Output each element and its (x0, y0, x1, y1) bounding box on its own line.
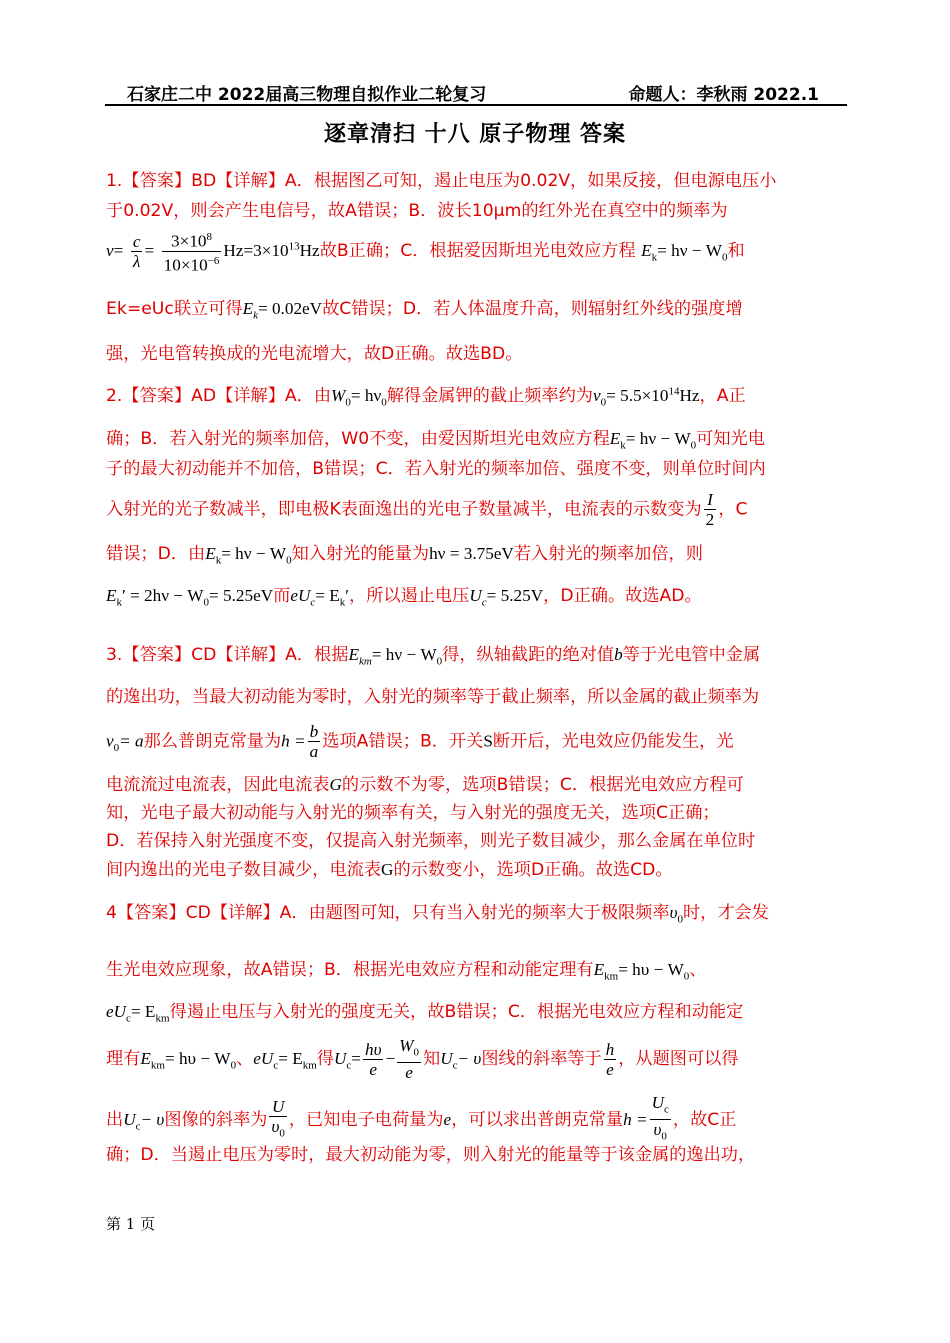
q3-line-4: 电流流过电流表，因此电流表G的示数不为零，选项B错误；C．根据光电效应方程可 (106, 775, 744, 795)
q1-line-4: Ek=eUc联立可得$E_k= 0.02eV$故C错误；D．若人体温度升高，则辐射红外线的强度增 (106, 299, 743, 322)
q1-line-1: 1.【答案】BD【详解】A．根据图乙可知，遏止电压为0.02V，如果反接，但电源电压小 (106, 171, 777, 191)
q4-line-3: $eU_c= E_{km}$得遏止电压与入射光的强度无关，故B错误；C．根据光电效应方程和动能定 (106, 1002, 744, 1025)
header-right: 命题人：李秋雨 2022.1 (628, 85, 819, 105)
page-header (105, 78, 847, 106)
q2-line-5: 错误；D．由$E_k= h\nu - W_0$知入射光的能量为hν = 3.75eV若入射光的频率加倍，则 (106, 544, 703, 567)
q2-line-6: $E_k' = 2h\nu - W_0= 5.25eV$而$eU_c= E_k'$，所以遏止电压$U_c= 5.25V$，D正确。故选AD。 (106, 586, 702, 609)
q1-line-3: ν= $\frac{c}{\lambda}$ = $\frac{3\times 10^8}{10\times 10^{-6}}$ $Hz=3\times 10^{13}Hz$故B正确；C．根据爱因斯坦光电效应方程 $E_k= h\nu - W_0$和 (106, 228, 745, 274)
q3-line-5: 知，光电子最大初动能与入射光的频率有关，与入射光的强度无关，选项C正确； (106, 803, 720, 823)
q2-line-2: 确；B．若入射光的频率加倍，W0不变，由爱因斯坦光电效应方程$E_k= h\nu - W_0$可知光电 (106, 429, 765, 452)
q4-line-4: 理有$E_{km}= h\upsilon - W_0$、$eU_c= E_{km}$得$U_c=$ $\frac{h\upsilon}{e}$ − $\frac{W_0}{e}$ 知$U_c- \upsilon$图线的斜率等于 $\frac{h}{e}$ ，从题图可以得 (106, 1036, 739, 1083)
page-number: 第 1 页 (106, 1215, 156, 1233)
q4-line-1: 4【答案】CD【详解】A．由题图可知，只有当入射光的频率大于极限频率$\upsilon_0$时，才会发 (106, 903, 769, 926)
q2-line-1: 2.【答案】AD【详解】A．由$W_0= h\nu_0$解得金属钾的截止频率约为$\nu_0= 5.5\times 10^{14}Hz$，A正 (106, 385, 746, 409)
q2-line-4: 入射光的光子数减半，即电极K表面逸出的光电子数量减半，电流表的示数变为 $\frac{I}{2}$ ，C (106, 490, 748, 529)
q1-line-2: 于0.02V，则会产生电信号，故A错误；B．波长10μm的红外光在真空中的频率为 (106, 201, 728, 221)
q3-line-1: 3.【答案】CD【详解】A．根据$E_{km}= h\nu - W_0$得，纵轴截距的绝对值b等于光电管中金属 (106, 645, 761, 668)
q1-line-5: 强，光电管转换成的光电流增大，故D正确。故选BD。 (106, 344, 523, 364)
page-title: 逐章清扫 十八 原子物理 答案 (324, 122, 626, 147)
q3-line-3: $\nu_0= a$那么普朗克常量为h = $\frac{b}{a}$ 选项A错误；B．开关S断开后，光电效应仍能发生，光 (106, 722, 734, 761)
q4-line-2: 生光电效应现象，故A错误；B．根据光电效应方程和动能定理有$E_{km}= h\upsilon - W_0$、 (106, 960, 707, 983)
q3-line-2: 的逸出功，当最大初动能为零时，入射光的频率等于截止频率，所以金属的截止频率为 (106, 687, 760, 707)
q4-line-5: 出$U_c- \upsilon$图像的斜率为 $\frac{U}{\upsilon_0}$ ，已知电子电荷量为e，可以求出普朗克常量h = $\frac{U_c}{\upsilon_0}$ ，故C正 (106, 1093, 737, 1143)
q3-line-7: 间内逸出的光电子数目减少，电流表G的示数变小，选项D正确。故选CD。 (106, 860, 673, 880)
header-left: 石家庄二中 2022届高三物理自拟作业二轮复习 (127, 85, 487, 105)
q2-line-3: 子的最大初动能并不加倍，B错误；C．若入射光的频率加倍、强度不变，则单位时间内 (106, 459, 766, 479)
q3-line-6: D．若保持入射光强度不变，仅提高入射光频率，则光子数目减少，那么金属在单位时 (106, 831, 756, 851)
q4-line-6: 确；D．当遏止电压为零时，最大初动能为零，则入射光的能量等于该金属的逸出功， (106, 1145, 756, 1165)
